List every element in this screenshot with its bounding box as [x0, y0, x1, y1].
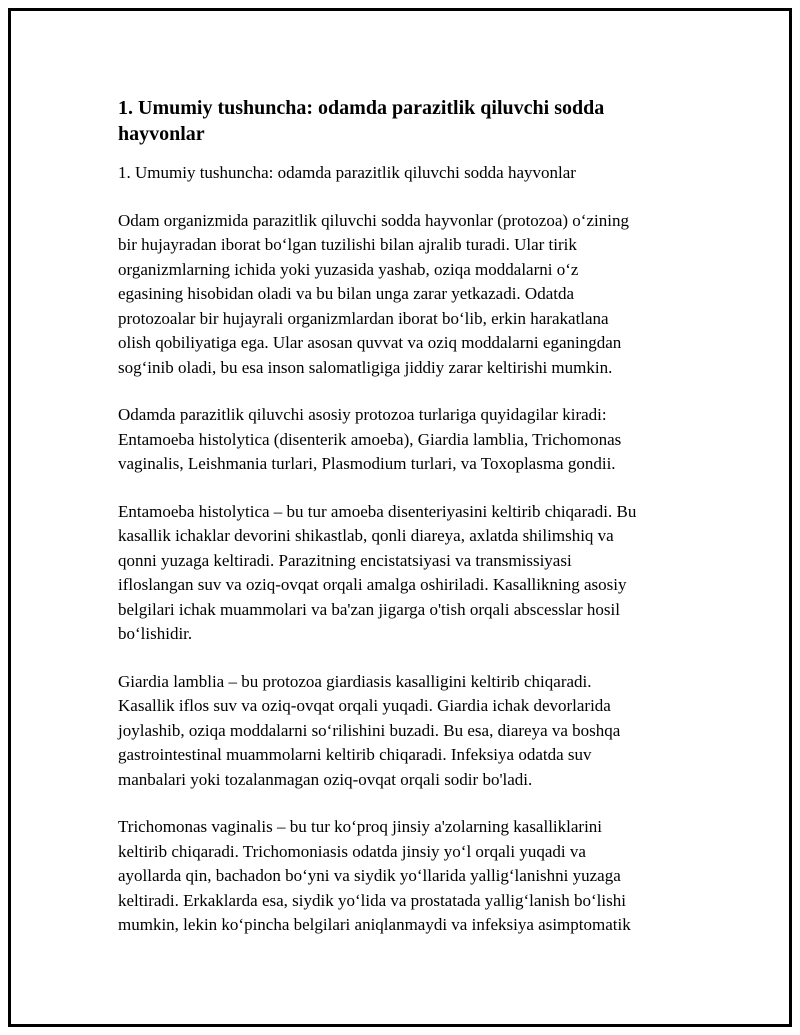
intro-paragraph	[118, 161, 698, 186]
paragraph-line: bir hujayradan iborat bo‘lgan tuzilishi bilan ajralib turadi. Ular tirik	[118, 235, 577, 254]
body-paragraph-4	[118, 670, 698, 793]
body-paragraph-3	[118, 500, 698, 647]
paragraph-line: gastrointestinal muammolarni keltirib chiqaradi. Infeksiya odatda suv	[118, 745, 592, 764]
paragraph-line: protozoalar bir hujayrali organizmlardan iborat bo‘lib, erkin harakatlana	[118, 308, 609, 328]
paragraph-line: Kasallik iflos suv va oziq-ovqat orqali yuqadi. Giardia ichak devorlarida	[118, 696, 611, 715]
paragraph-line: sog‘inib oladi, bu esa inson salomatligiga jiddiy zarar keltirishi mumkin.	[118, 357, 613, 377]
paragraph-line: mumkin, lekin ko‘pincha belgilari aniqlanmaydi va infeksiya asimptomatik	[118, 915, 631, 934]
paragraph-line: Trichomonas vaginalis – bu tur ko‘proq jinsiy a'zolarning kasalliklarini	[118, 817, 603, 836]
paragraph-line: egasining hisobidan oladi va bu bilan unga zarar yetkazadi. Odatda	[118, 284, 575, 303]
section-heading: 1. Umumiy tushuncha: odamda parazitlik qiluvchi sodda hayvonlar	[118, 97, 605, 145]
paragraph-line: kasallik ichaklar devorini shikastlab, qonli diareya, axlatda shilimshiq va	[118, 526, 614, 545]
paragraph-line: Odam organizmida parazitlik qiluvchi sodda hayvonlar (protozoa) o‘zining	[118, 210, 629, 230]
paragraph-line: Odamda parazitlik qiluvchi asosiy protozoa turlariga quyidagilar kiradi:	[118, 405, 607, 424]
paragraph-line: joylashib, oziqa moddalarni so‘rilishini buzadi. Bu esa, diareya va boshqa	[118, 720, 621, 740]
paragraph-line: 1. Umumiy tushuncha: odamda parazitlik qiluvchi sodda hayvonlar	[118, 163, 576, 182]
paragraph-line: ifloslangan suv va oziq-ovqat orqali amalga oshiriladi. Kasallikning asosiy	[118, 575, 627, 594]
paragraph-line: bo‘lishidir.	[118, 624, 193, 643]
paragraph-line: olish qobiliyatiga ega. Ular asosan quvvat va oziq moddalarni eganingdan	[118, 333, 622, 352]
body-paragraph-2	[118, 403, 698, 477]
body-paragraph-5	[118, 815, 698, 938]
paragraph-line: vaginalis, Leishmania turlari, Plasmodium turlari, va Toxoplasma gondii.	[118, 454, 616, 473]
document-page	[118, 95, 698, 961]
paragraph-line: keltiradi. Erkaklarda esa, siydik yo‘lida va prostatada yallig‘lanish bo‘lishi	[118, 890, 626, 910]
body-paragraph-1	[118, 209, 698, 381]
paragraph-line: organizmlarning ichida yoki yuzasida yashab, oziqa moddalarni o‘z	[118, 259, 579, 279]
paragraph-line: ayollarda qin, bachadon bo‘yni va siydik yo‘llarida yallig‘lanishni yuzaga	[118, 866, 621, 885]
paragraph-line: qonni yuzaga keltiradi. Parazitning encistatsiyasi va transmissiyasi	[118, 550, 572, 570]
paragraph-line: manbalari yoki tozalanmagan oziq-ovqat orqali sodir bo'ladi.	[118, 769, 533, 789]
paragraph-line: Entamoeba histolytica – bu tur amoeba disenteriyasini keltirib chiqaradi. Bu	[118, 501, 637, 521]
paragraph-line: keltirib chiqaradi. Trichomoniasis odatda jinsiy yo‘l orqali yuqadi va	[118, 841, 586, 861]
paragraph-line: Entamoeba histolytica (disenterik amoeba), Giardia lamblia, Trichomonas	[118, 429, 622, 449]
paragraph-line: Giardia lamblia – bu protozoa giardiasis kasalligini keltirib chiqaradi.	[118, 671, 592, 691]
paragraph-line: belgilari ichak muammolari va ba'zan jigarga o'tish orqali abscesslar hosil	[118, 599, 620, 619]
